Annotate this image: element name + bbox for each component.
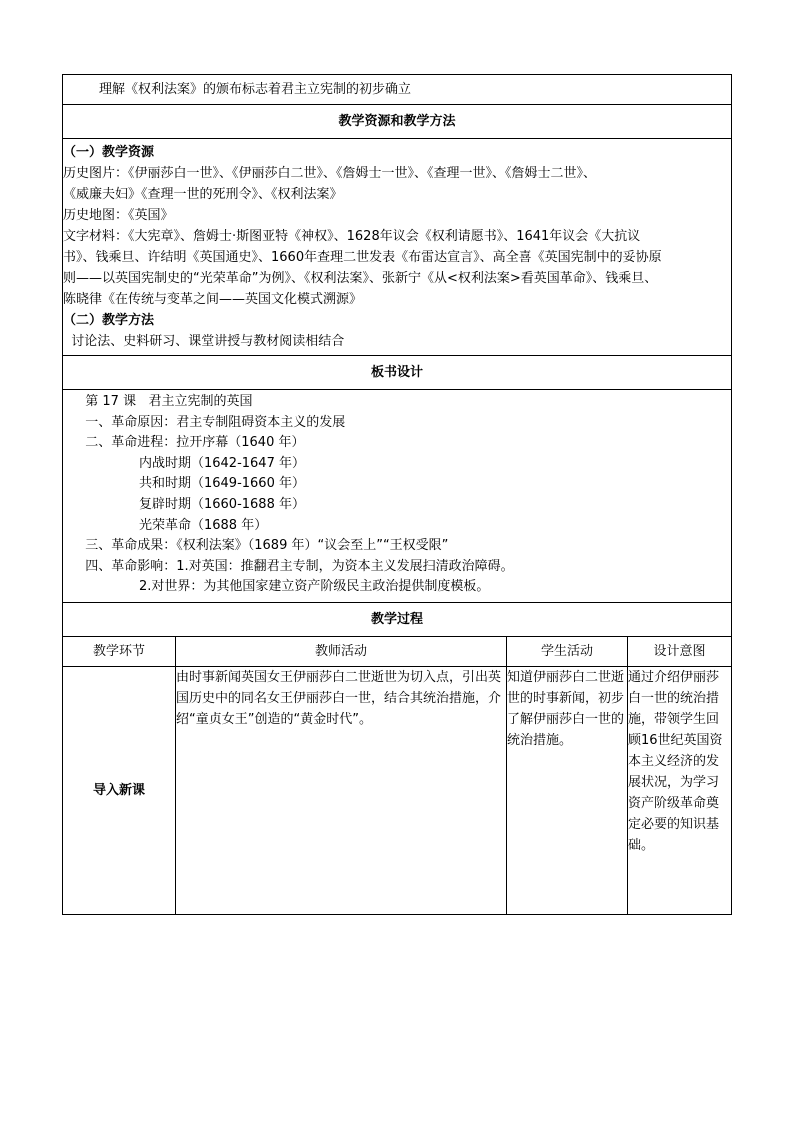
resources-line: 历史图片：《伊丽莎白一世》、《伊丽莎白二世》、《詹姆士一世》、《查理一世》、《詹姆士二世》、 [63,166,597,181]
stage-cell: 导入新课 [63,666,176,914]
lesson-plan-document [62,74,731,915]
column-header-intent: 设计意图 [628,636,732,666]
board-line: 复辟时期（1660-1688 年） [77,496,305,512]
objective-row [63,75,732,105]
board-line: 共和时期（1649-1660 年） [77,476,305,492]
board-header-row [63,356,732,390]
board-line: 光荣革命（1688 年） [77,517,268,533]
student-activity-cell: 知道伊丽莎白二世逝世的时事新闻，初步了解伊丽莎白一世的统治措施。 [507,666,628,914]
board-line: 二、革命进程：拉开序幕（1640 年） [77,435,305,451]
board-line: 一、革命原因：君主专制阻碍资本主义的发展 [77,414,346,430]
board-line: 三、革命成果：《权利法案》（1689 年）“议会至上”“王权受限” [77,538,449,554]
objective-text: 理解《权利法案》的颁布标志着君主立宪制的初步确立 [63,75,732,105]
resources-header-row [63,105,732,139]
column-header-student: 学生活动 [507,636,628,666]
resources-line: 书》、钱乘旦、许结明《英国通史》、1660年查理二世发表《布雷达宣言》、高全喜《英国宪制中的妥协原 [63,250,662,265]
board-line: 2.对世界：为其他国家建立资产阶级民主政治提供制度模板。 [77,579,490,595]
resources-heading: （一）教学资源 [63,145,155,160]
board-line: 内战时期（1642-1647 年） [77,455,305,471]
resources-content-row [63,139,732,356]
board-line: 四、革命影响：1.对英国：推翻君主专制，为资本主义发展扫清政治障碍。 [77,558,514,574]
board-content-row [63,390,732,603]
column-header-teacher: 教师活动 [176,636,507,666]
resources-line: 陈晓律《在传统与变革之间——英国文化模式溯源》 [63,292,363,307]
resources-line: 文字材料：《大宪章》、詹姆士·斯图亚特《神权》、1628年议会《权利请愿书》、1641年议会《大抗议 [63,229,641,244]
process-section-title: 教学过程 [63,602,732,636]
process-header-row [63,602,732,636]
board-section-title: 板书设计 [63,356,732,390]
resources-line: 则——以英国宪制史的“光荣革命”为例》、《权利法案》、张新宁《从<权利法案>看英国革命》、钱乘旦、 [63,271,658,286]
process-columns-row [63,636,732,666]
resources-section-title: 教学资源和教学方法 [63,105,732,139]
design-intent-cell: 通过介绍伊丽莎白一世的统治措施，带领学生回顾16世纪英国资本主义经济的发展状况，为学习资产阶级革命奠定必要的知识基础。 [628,666,732,914]
table-row [63,666,732,914]
lesson-plan-table [62,74,732,915]
teacher-activity-cell: 由时事新闻英国女王伊丽莎白二世逝世为切入点，引出英国历史中的同名女王伊丽莎白一世，结合其统治措施，介绍“童贞女王”创造的“黄金时代”。 [176,666,507,914]
board-line: 第 17 课 君主立宪制的英国 [77,394,253,409]
methods-text: 讨论法、史料研习、课堂讲授与教材阅读相结合 [63,334,345,349]
methods-heading: （二）教学方法 [63,313,155,328]
column-header-stage: 教学环节 [63,636,176,666]
resources-line: 《威廉夫妇》《查理一世的死刑令》、《权利法案》 [63,187,343,202]
resources-line: 历史地图：《英国》 [63,208,174,223]
